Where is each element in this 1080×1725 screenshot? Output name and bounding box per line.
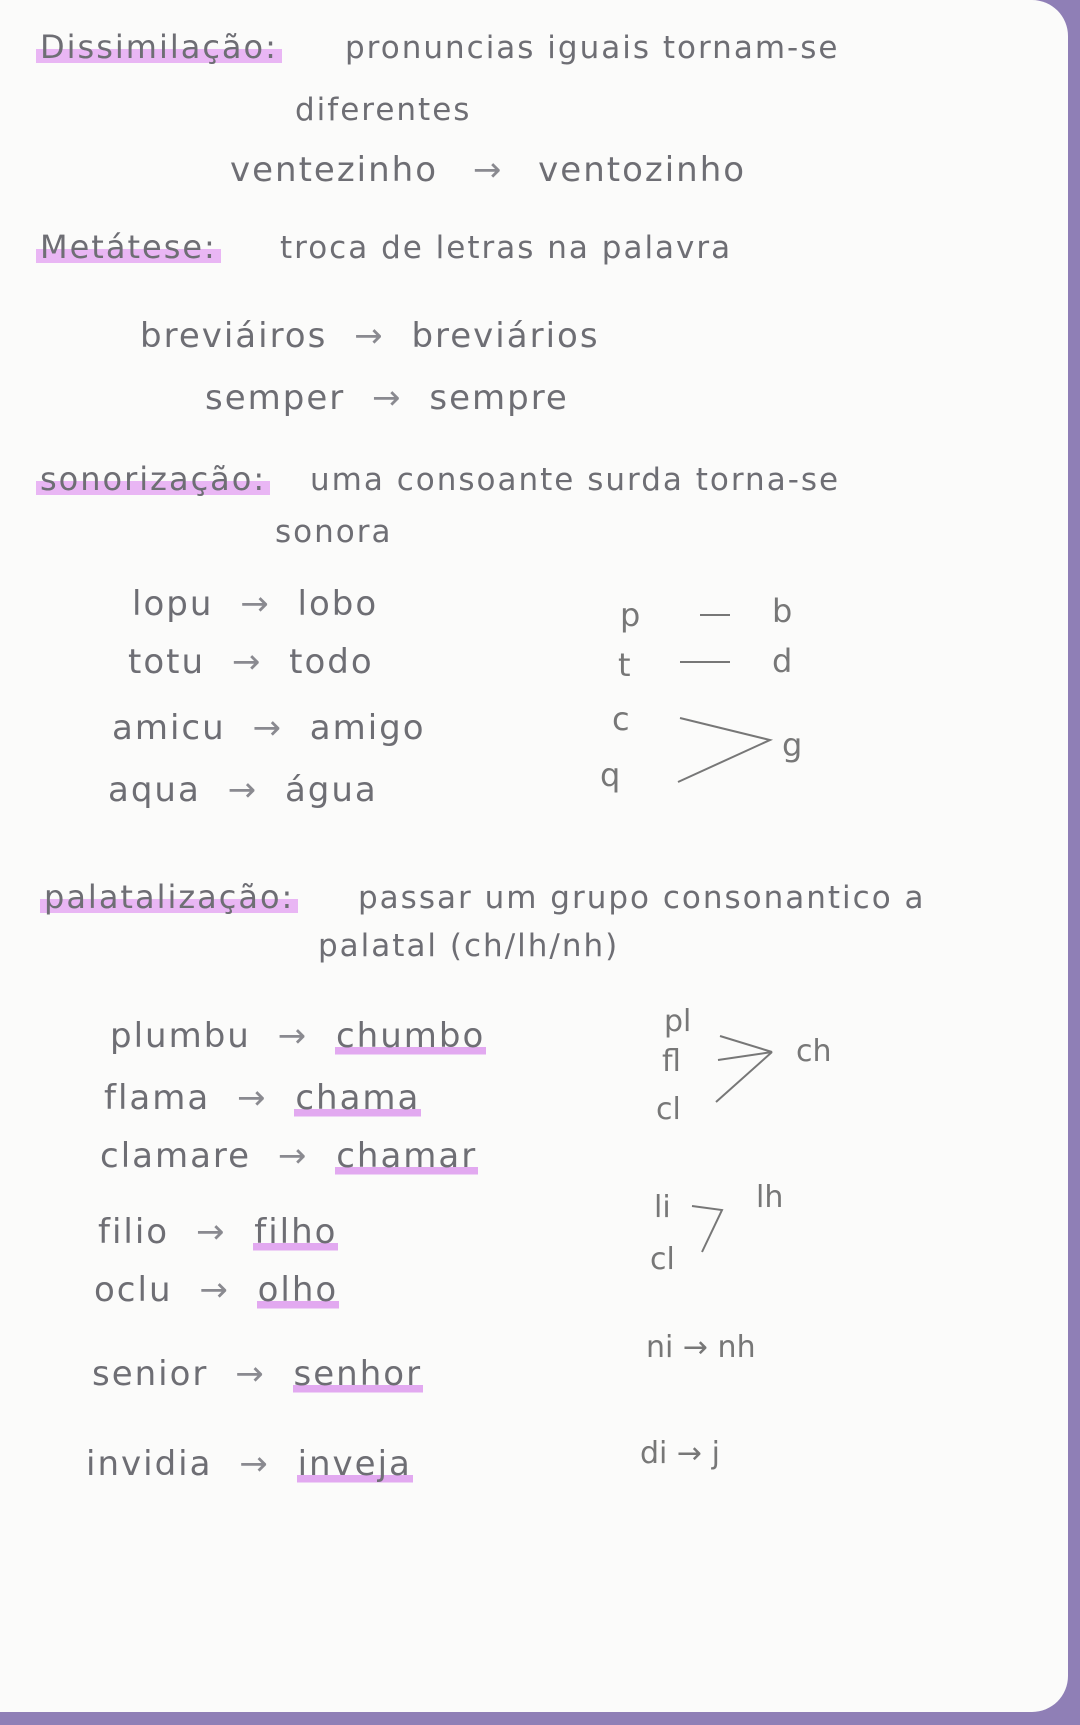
example-to: todo — [289, 642, 374, 682]
example-to: chama — [295, 1078, 421, 1118]
arrow-icon: → — [372, 378, 403, 418]
example-from: plumbu — [110, 1016, 251, 1056]
term-sonorizacao: sonorização: — [36, 460, 270, 498]
example-from: ventezinho — [230, 150, 439, 190]
dissimilacao-definition-line2: diferentes — [295, 92, 472, 128]
dissimilacao-definition-line1: pronuncias iguais tornam-se — [345, 30, 840, 66]
arrow-icon: → — [239, 1444, 270, 1484]
example-to: olho — [257, 1270, 339, 1310]
rule-b: b — [772, 592, 793, 630]
example-from: filio — [98, 1212, 170, 1252]
dissimilacao-example — [230, 150, 746, 190]
term-dissimilacao: Dissimilação: — [36, 28, 282, 66]
rule-ni-nh: ni → nh — [646, 1330, 756, 1365]
arrow-icon: → — [277, 1136, 309, 1176]
example-to: lobo — [297, 584, 379, 624]
arrow-icon: → — [472, 150, 504, 190]
palatalizacao-example-1 — [110, 1016, 486, 1056]
palatalizacao-example-2 — [104, 1078, 421, 1118]
example-to: inveja — [297, 1444, 412, 1484]
palatalizacao-definition-line1: passar um grupo consonantico a — [358, 880, 926, 916]
example-from: amicu — [112, 708, 226, 748]
palatal-merge-arrow-1 — [712, 1030, 802, 1110]
rule-di-j: di → j — [640, 1436, 720, 1471]
example-to: amigo — [309, 708, 426, 748]
example-from: invidia — [86, 1444, 213, 1484]
sonorizacao-rule-lines — [640, 600, 820, 800]
example-to: breviários — [411, 316, 600, 356]
arrow-icon: → — [199, 1270, 230, 1310]
sonorizacao-example-2 — [128, 642, 374, 682]
example-to: chamar — [336, 1136, 478, 1176]
example-from: totu — [128, 642, 206, 682]
merge-arrow — [678, 718, 770, 782]
palatalizacao-definition-line2: palatal (ch/lh/nh) — [318, 928, 620, 964]
rule-q: q — [600, 756, 621, 794]
rule-pl: pl — [664, 1004, 692, 1039]
arrow-icon: → — [277, 1016, 309, 1056]
arrow-icon: → — [235, 1354, 266, 1394]
palatalizacao-example-6 — [92, 1354, 423, 1394]
rule-cl-2: cl — [650, 1242, 675, 1277]
rule-fl: fl — [662, 1044, 681, 1079]
rule-li: li — [654, 1190, 671, 1225]
merge-lines — [716, 1036, 772, 1102]
palatalizacao-example-4 — [98, 1212, 338, 1252]
rule-cl: cl — [656, 1092, 681, 1127]
metatese-example-1 — [140, 316, 600, 356]
arrow-icon: → — [240, 584, 271, 624]
example-from: semper — [205, 378, 346, 418]
term-metatese: Metátese: — [36, 228, 221, 266]
arrow-icon: → — [227, 770, 259, 810]
example-to: sempre — [429, 378, 569, 418]
palatalizacao-example-3 — [100, 1136, 478, 1176]
example-from: senior — [92, 1354, 209, 1394]
term-palatalizacao: palatalização: — [40, 878, 298, 916]
palatalizacao-example-7 — [86, 1444, 413, 1484]
palatal-merge-arrow-2 — [688, 1196, 748, 1266]
rule-c: c — [612, 700, 630, 738]
sonorizacao-definition-line1: uma consoante surda torna-se — [310, 462, 841, 498]
metatese-definition: troca de letras na palavra — [280, 230, 733, 266]
arrow-icon: → — [237, 1078, 268, 1118]
sonorizacao-example-1 — [132, 584, 378, 624]
rule-lh: lh — [756, 1180, 784, 1215]
rule-t: t — [618, 646, 631, 684]
example-to: senhor — [293, 1354, 423, 1394]
example-to: ventozinho — [538, 150, 747, 190]
palatalizacao-example-5 — [94, 1270, 339, 1310]
sonorizacao-definition-line2: sonora — [275, 514, 393, 550]
example-to: chumbo — [335, 1016, 486, 1056]
arrow-icon: → — [231, 642, 263, 682]
example-from: lopu — [132, 584, 214, 624]
example-from: breviáiros — [140, 316, 328, 356]
rule-d: d — [772, 642, 793, 680]
example-from: aqua — [108, 770, 201, 810]
example-from: flama — [104, 1078, 211, 1118]
example-from: clamare — [100, 1136, 252, 1176]
arrow-icon: → — [354, 316, 385, 356]
example-to: filho — [254, 1212, 338, 1252]
example-to: água — [284, 770, 378, 810]
arrow-icon: → — [195, 1212, 227, 1252]
rule-p: p — [620, 596, 641, 634]
rule-g: g — [782, 726, 803, 764]
arrow-icon: → — [252, 708, 283, 748]
example-from: oclu — [94, 1270, 173, 1310]
metatese-example-2 — [205, 378, 569, 418]
merge-lines — [692, 1206, 722, 1252]
sonorizacao-example-4 — [108, 770, 378, 810]
sonorizacao-example-3 — [112, 708, 426, 748]
rule-ch: ch — [796, 1034, 832, 1069]
